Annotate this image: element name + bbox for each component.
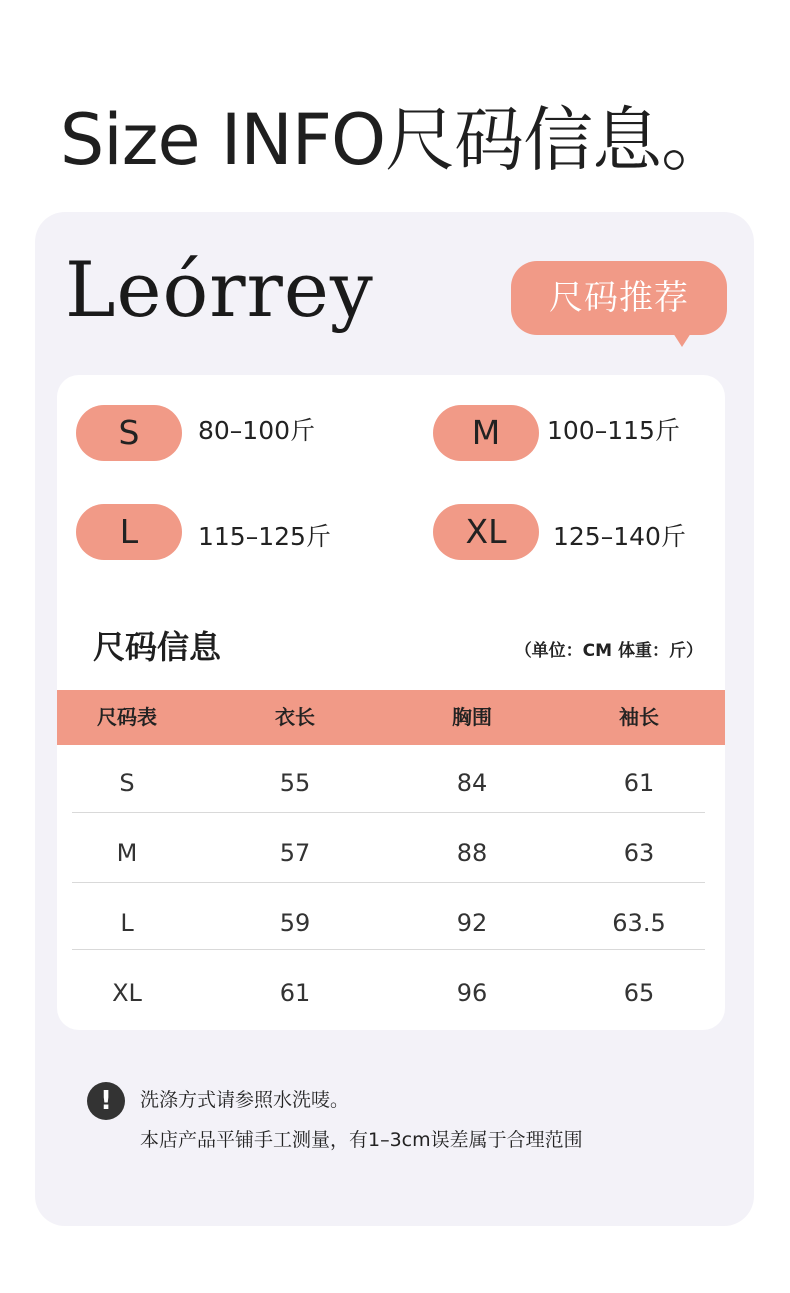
measure-note: 本店产品平铺手工测量，有1–3cm误差属于合理范围 [140, 1129, 583, 1151]
table-cell: 61 [279, 979, 311, 1007]
size-range-s: 80–100斤 [198, 416, 316, 445]
size-pill-m: M [433, 405, 539, 461]
table-cell: 65 [623, 979, 655, 1007]
size-recommend-badge [511, 261, 727, 335]
table-cell: L [120, 909, 134, 937]
table-cell: 88 [456, 839, 488, 867]
column-header-bust: 胸围 [452, 705, 492, 729]
table-cell: XL [112, 979, 142, 1007]
table-cell: 61 [623, 769, 655, 797]
size-card [57, 375, 725, 1030]
page-title: Size INFO尺码信息。 [59, 99, 731, 181]
wash-note: 洗涤方式请参照水洗唛。 [140, 1089, 350, 1111]
row-divider [72, 949, 705, 950]
unit-note: （单位：CM 体重：斤） [514, 641, 703, 661]
table-cell: 59 [279, 909, 311, 937]
size-pill-l: L [76, 504, 182, 560]
size-pill-s: S [76, 405, 182, 461]
size-range-xl: 125–140斤 [553, 522, 686, 551]
row-divider [72, 812, 705, 813]
table-row [57, 888, 725, 958]
speech-bubble-tail-icon [673, 333, 691, 347]
size-info-title: 尺码信息 [93, 628, 222, 666]
table-cell: 63.5 [612, 909, 666, 937]
table-cell: 63 [623, 839, 655, 867]
size-range-m: 100–115斤 [547, 416, 680, 445]
size-panel [35, 212, 754, 1226]
table-row [57, 958, 725, 1028]
size-range-l: 115–125斤 [198, 522, 331, 551]
exclamation-icon: ! [87, 1082, 125, 1120]
table-row [57, 748, 725, 818]
row-divider [72, 882, 705, 883]
size-recommend-label: 尺码推荐 [549, 278, 689, 318]
size-table-header [57, 690, 725, 745]
table-cell: 96 [456, 979, 488, 1007]
column-header-sleeve: 袖长 [619, 705, 659, 729]
table-cell: 92 [456, 909, 488, 937]
size-pill-xl: XL [433, 504, 539, 560]
column-header-length: 衣长 [275, 705, 315, 729]
column-header-size: 尺码表 [97, 705, 157, 729]
table-cell: M [116, 839, 138, 867]
table-cell: 84 [456, 769, 488, 797]
table-cell: 55 [279, 769, 311, 797]
table-cell: S [119, 769, 135, 797]
brand-logo: Leórrey [65, 245, 374, 334]
table-cell: 57 [279, 839, 311, 867]
table-row [57, 818, 725, 888]
